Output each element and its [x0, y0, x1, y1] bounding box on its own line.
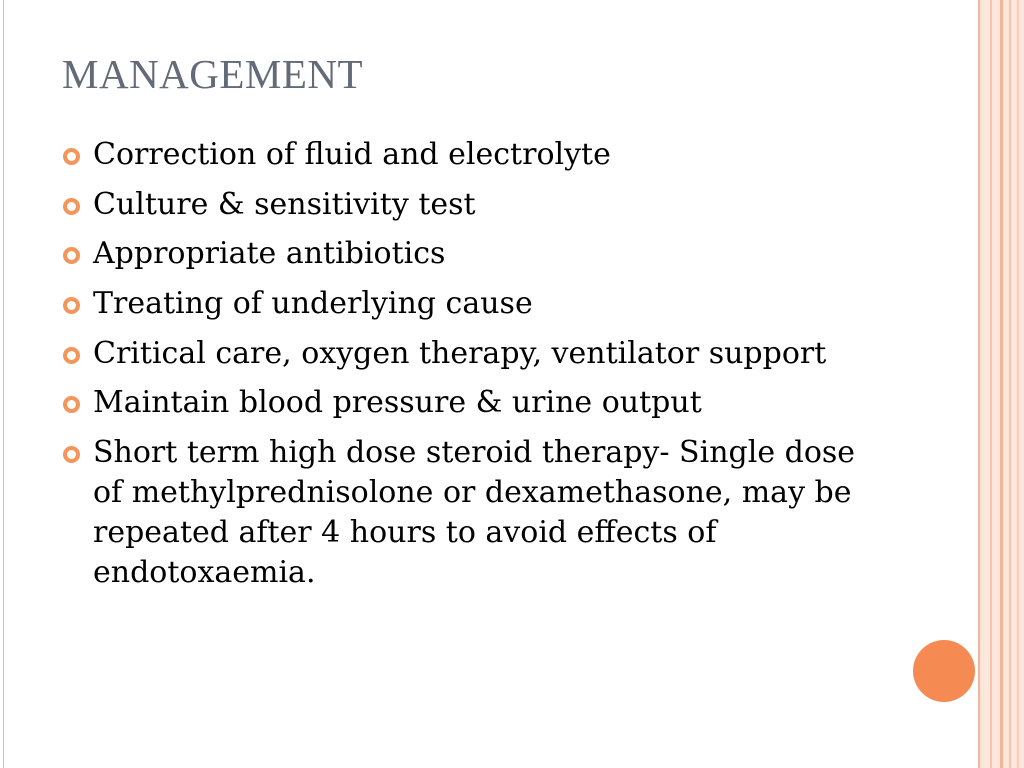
- ring-bullet-icon: [63, 247, 80, 264]
- right-decorative-band: [980, 0, 1024, 768]
- bullet-item: [62, 135, 892, 175]
- ring-bullet-icon: [63, 198, 80, 215]
- bullet-text: Critical care, oxygen therapy, ventilator support: [93, 335, 827, 371]
- bullet-text: Short term high dose steroid therapy- Single dose of methylprednisolone or dexamethasone, may be repeated after 4 hours to avoid effects of endotoxaemia.: [93, 435, 856, 591]
- band-stripe: [1000, 0, 1003, 768]
- ring-bullet-icon: [63, 347, 80, 364]
- orange-circle-icon: [913, 640, 975, 702]
- ring-bullet-icon: [63, 148, 80, 165]
- bullet-text: Appropriate antibiotics: [93, 236, 446, 272]
- bullet-item: [62, 433, 892, 593]
- ring-bullet-icon: [63, 446, 80, 463]
- band-stripe: [1009, 0, 1011, 768]
- frame-left-line: [3, 0, 4, 768]
- band-stripe: [990, 0, 992, 768]
- bullet-text: Treating of underlying cause: [93, 286, 533, 322]
- bullet-item: [62, 234, 892, 274]
- bullet-text: Correction of fluid and electrolyte: [93, 137, 611, 172]
- bullet-text: Maintain blood pressure & urine output: [93, 385, 702, 421]
- bullet-list: [62, 135, 892, 603]
- ring-bullet-icon: [63, 297, 80, 314]
- slide-title: MANAGEMENT: [62, 51, 364, 97]
- bullet-item: [62, 185, 892, 225]
- bullet-item: [62, 284, 892, 324]
- bullet-item: [62, 383, 892, 423]
- band-stripe: [1017, 0, 1019, 768]
- bullet-item: [62, 334, 892, 374]
- bullet-text: Culture & sensitivity test: [93, 186, 476, 222]
- ring-bullet-icon: [63, 396, 80, 413]
